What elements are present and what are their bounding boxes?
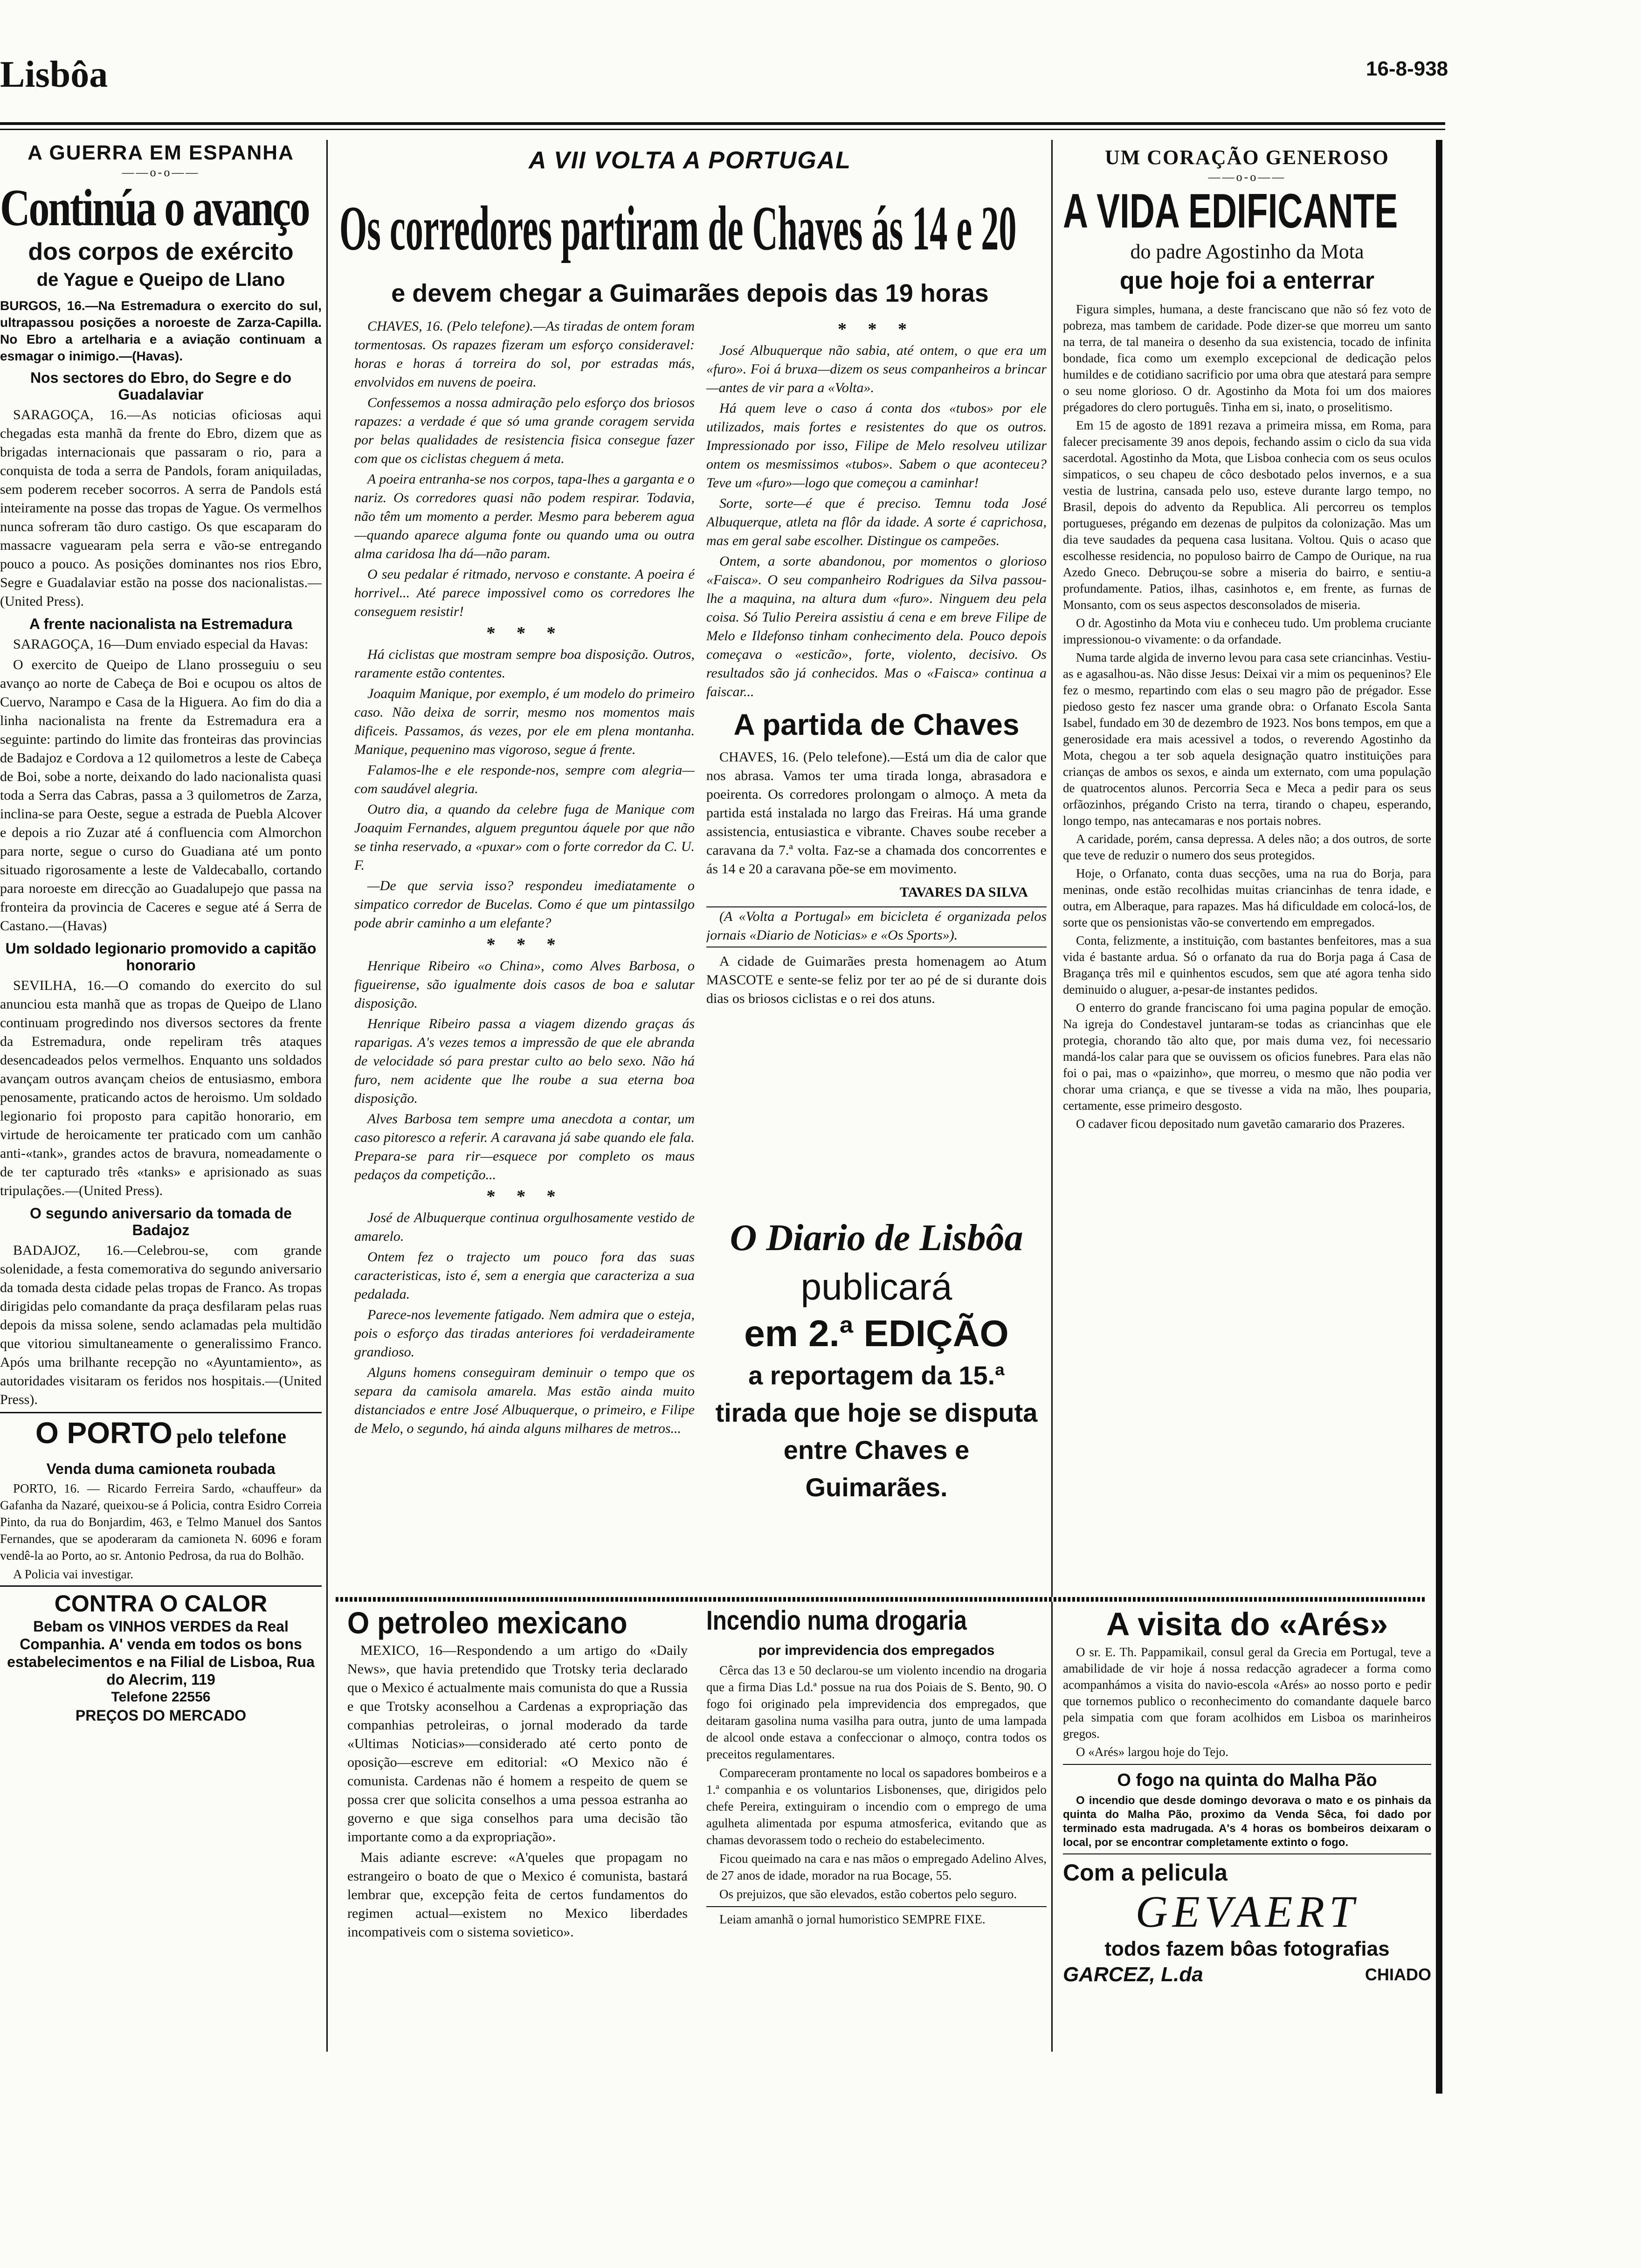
volta-paragraph: Alguns homens conseguiram deminuir o tempo que os separa da camisola amarela. Mas estão ainda muito distanciados e entre José Albuquerque, o primeiro, e Filipe de Melo, o segundo, há ainda alguns milhares de metros... <box>354 1365 695 1436</box>
agostinho-paragraph: Numa tarde algida de inverno levou para casa sete criancinhas. Vestiu-as e agasalhou-as. Não disse Jesus: Deixai vir a mim os pequeninos? Ele fez o mesmo, repartindo com elas o seu magro pão de prégador. Esse piedoso gesto fez nascer uma grande obra: o Orfanato Escola Santa Isabel, fundado em 30 de dezembro de 1923. Nos bons tempos, em que a generosidade era mais acessivel a todos, o reverendo Agostinho da Mota, chegou a ter sob aquela designação quatro instituições para crianças de ambos os sexos, e ainda um externato, com uma população de quatrocentos alunos. Percorria Seca e Meca a pedir para os seus orfãozinhos, prégando Cristo na terra, tirando o chapeu, esperando, longo tempo, nas antecamaras e nos portais nobres. <box>1063 650 1431 828</box>
gevaert-chiado: CHIADO <box>1365 1965 1431 1984</box>
volta-paragraph: Confessemos a nossa admiração pelo esforço dos briosos rapazes: a verdade é que só uma grande coragem servida por belas qualidades de resistencia fisica consegue fazer com que os ciclistas cheguem á meta. <box>354 395 695 466</box>
porto-paragraph: PORTO, 16. — Ricardo Ferreira Sardo, «chauffeur» da Gafanha da Nazaré, queixou-se á Policia, contra Esidro Correia Pinto, da rua do Bonjardim, 463, e Telmo Manuel dos Santos Fernandes, que se apoderaram da camioneta N. 6096 e foram vendê-la ao Porto, ao sr. Antonio Pedrosa, da rua do Bolhão. <box>0 1481 322 1563</box>
fogo-rule <box>1063 1764 1431 1765</box>
section-stars: * * * <box>486 935 563 954</box>
gevaert-line-3: todos fazem bôas fotografias <box>1104 1937 1390 1960</box>
agostinho-paragraph: O dr. Agostinho da Mota viu e conheceu tudo. Um problema cruciante impressionou-o vivamente: o da orfandade. <box>1063 616 1431 646</box>
agostinho-paragraph: A caridade, porém, cansa depressa. A deles não; a dos outros, de sorte que teve de reduzir o numero dos seus protegidos. <box>1063 832 1431 862</box>
volta-paragraph: O seu pedalar é ritmado, nervoso e constante. A poeira é horrivel... Até parece impossivel como os corredores lhe conseguem resistir! <box>354 567 695 619</box>
volta-paragraph: Há quem leve o caso á conta dos «tubos» por ele utilizados, mais fortes e resistentes do que os outros. Impressionado por isso, Filipe de Melo resolveu utilizar ontem os mesmissimos «tubos». Sabem o que aconteceu? Teve um «furo»—logo que começou a caminhar! <box>706 401 1047 491</box>
agostinho-subhead-2: que hoje foi a enterrar <box>1119 267 1375 294</box>
lower-section-rule <box>336 1597 1427 1602</box>
gevaert-logo: GEVAERT <box>1135 1887 1359 1936</box>
volta-paragraph: Ontem fez o trajecto um pouco fora das suas caracteristicas, isto é, sem a energia que caracteriza a sua pedalada. <box>354 1249 695 1302</box>
agostinho-paragraph: Em 15 de agosto de 1891 rezava a primeira missa, em Roma, para falecer precisamente 39 anos depois, fechando assim o ciclo da sua vida sacerdotal. Agostinho da Mota, que Lisboa conhecia com os seus oculos simpaticos, o seu chapeu de côco desbotado pelos invernos, e a sua vestia de lustrina, cansada pelo uso, esteve durante largo tempo, no Brasil, depois do advento da Republica. Ali percorreu os templos portugueses, prégando em dezenas de pulpitos da colonização. Mas um dia teve saudades da pequena casa lusitana. Voltou. Quis o acaso que escolhesse residencia, no populoso bairro de Campo de Ourique, na rua Azedo Gneco. Debruçou-se sobre a miseria do bairro, e sentiu-a profundamente. Patios, ilhas, casinhotos e, em frente, as furnas de Monsanto, com os seus aspectos desconsolados de miseria. <box>1063 418 1431 612</box>
ares-paragraph: O sr. E. Th. Pappamikail, consul geral da Grecia em Portugal, teve a amabilidade de vir hoje á nossa redacção agradecer a forma como acompanhámos a visita do navio-escola «Arés» ao nosso porto e pedir que tornemos publico o reconhecimento do comandante daquele barco pela simpatia com que foram acolhidos em Lisboa os marinheiros gregos. <box>1063 1645 1431 1741</box>
calor-ad-footer: PREÇOS DO MERCADO <box>75 1707 247 1724</box>
promo-masthead <box>706 1212 1047 1264</box>
porto-headline-tail: pelo telefone <box>176 1425 287 1448</box>
lower-right-column <box>1063 1604 1431 2094</box>
volta-paragraph: Alves Barbosa tem sempre uma anecdota a contar, um caso pitoresco a referir. A caravana já sabe quando ele fala. Prepara-se para rir—esquece por completo os maus pedaços da competição... <box>354 1111 695 1182</box>
gevaert-ad <box>1063 1858 1431 1988</box>
volta-paragraph: Joaquim Manique, por exemplo, é um modelo do primeiro caso. Não deixa de sorrir, mesmo nos momentos mais dificeis. Passamos, ás vezes, por ele em plena montanha. Manique, pequenino mas vigoroso, segue á frente. <box>354 686 695 757</box>
agostinho-headline: A VIDA EDIFICANTE <box>1063 184 1398 238</box>
volta-paragraph: Henrique Ribeiro «o China», como Alves Barbosa, o figueirense, são igualmente dois casos de boa e salutar disposição. <box>354 958 695 1011</box>
promo-paper-name: Diario de Lisbôa <box>766 1217 1023 1258</box>
note-rule <box>706 906 1047 907</box>
mascote-paragraph: A cidade de Guimarães presta homenagem ao Atum MASCOTE e sente-se feliz por ter ao pé de si durante dois dias os briosos ciclistas e o rei dos atuns. <box>706 954 1047 1006</box>
column-rule-1 <box>326 140 328 2052</box>
masthead-rule-top <box>0 122 1445 125</box>
incendio-paragraph: Os prejuizos, que são elevados, estão cobertos pelo seguro. <box>719 1887 1017 1901</box>
spain-war-subhead-2: de Yague e Queipo de Llano <box>36 270 285 290</box>
volta-headline: Os corredores partiram de Chaves ás 14 e 20 <box>339 194 1017 263</box>
organizers-note: (A «Volta a Portugal» em bicicleta é organizada pelos jornais «Diario de Noticias» e «Os Sports»). <box>706 909 1047 943</box>
volta-paragraph: Falamos-lhe e ele responde-nos, sempre com alegria—com saudável alegria. <box>354 762 695 796</box>
porto-paragraph-2: A Policia vai investigar. <box>13 1567 133 1581</box>
calor-ad-title: CONTRA O CALOR <box>54 1590 268 1617</box>
agostinho-paragraph: Hoje, o Orfanato, conta duas secções, uma na rua do Borja, para meninas, onde estão recolhidas muitas criancinhas de tenra idade, e outra, em Alberaque, para rapazes. Mas há dificuldade em colocá-los, de sorte que os pensionistas vão-se convertendo em empregados. <box>1063 866 1431 929</box>
volta-subhead: e devem chegar a Guimarães depois das 19 horas <box>391 279 989 307</box>
section-stars: * * * <box>486 1187 563 1206</box>
volta-paragraph: Sorte, sorte—é que é preciso. Temnu toda José Albuquerque, atleta na flôr da idade. A sorte é caprichosa, mas em geral sabe escolher. Distingue os campeões. <box>706 496 1047 548</box>
spain-war-subhead-1: dos corpos de exército <box>28 238 294 265</box>
porto-rule <box>0 1412 322 1413</box>
volta-paragraph: Ontem, a sorte abandonou, por momentos o glorioso «Faisca». O seu companheiro Rodrigues da Silva passou-lhe a maquina, na altura dum «furo». Ninguem deu pela coisa. Só Tulio Pereira assistiu á cena e em breve Filipe de Melo e Ildefonso tinham conhecimento dela. Pouco depois começava o «esticão», forte, violento, decisivo. Os resultados são já conhecidos. Mas o «Faisca» continua a faiscar... <box>706 553 1047 699</box>
volta-column-a <box>354 317 695 1590</box>
volta-paragraph: A poeira entranha-se nos corpos, tapa-lhes a garganta e o nariz. Os corredores quasi não podem respirar. Todavia, não têm um momento a perder. Mesmo para beberem agua—quando aparece alguma fonte ou quando uma ou outra alma caridosa lha dá—não param. <box>354 471 695 561</box>
calor-ad-body: Bebam os VINHOS VERDES da Real Companhia. A' venda em todos os bons estabelecimentos e na Filial de Lisboa, Rua do Alecrim, 119 <box>7 1618 315 1688</box>
petroleo-paragraph: Mais adiante escreve: «A'queles que propagam no estrangeiro o boato de que o Mexico é comunista, bastará lembrar que, excepção feita de certos fundamentos do regimen actual—existem no Mexico liberdades incompativeis com o sistema sovietico». <box>347 1850 688 1940</box>
ornament: ——o-o—— <box>1208 170 1286 184</box>
second-edition-promo <box>706 1212 1047 1595</box>
gevaert-rule <box>1063 1853 1431 1854</box>
porto-headline <box>0 1416 322 1456</box>
gevaert-line-1: Com a pelicula <box>1063 1860 1227 1886</box>
agostinho-paragraph: O enterro do grande franciscano foi uma pagina popular de emoção. Na igreja do Condestavel juntaram-se todas as criancinhas que ele protegia, chorando tão alto que, por mais duma vez, foi necessario mandá-los calar para que se ouvissem os oficios funebres. Para elas não foi o pai, mas o «paizinho», que morreu, o mesmo que não podia ver chorar uma criança, e que se tivesse a vida na mão, lhes pouparia, certamente, esse primeiro desgosto. <box>1063 1001 1431 1113</box>
volta-paragraph: Outro dia, a quando da celebre fuga de Manique com Joaquim Fernandes, alguem preguntou áquele por que não se tinha reservado, a «puxar» com o forte corredor da C. U. F. <box>354 802 695 873</box>
incendio-subhead: por imprevidencia dos empregados <box>758 1643 995 1658</box>
promo-o: O <box>730 1217 757 1258</box>
agostinho-subhead-1: do padre Agostinho da Mota <box>1130 240 1364 263</box>
incendio-article <box>706 1604 1047 2094</box>
fogo-paragraph: O incendio que desde domingo devorava o mato e os pinhais da quinta do Malha Pão, proximo da Venda Sêca, foi dado por terminado esta madrugada. A's 4 horas os bombeiros deixaram o local, por se encontrar completamente extinto o fogo. <box>1063 1794 1431 1849</box>
gevaert-garcez: GARCEZ, L.da <box>1063 1963 1203 1986</box>
badajoz-subhead: O segundo aniversario da tomada de Badajoz <box>30 1205 292 1238</box>
sempre-fixe-note: Leiam amanhã o jornal humoristico SEMPRE FIXE. <box>719 1912 986 1926</box>
fogo-headline: O fogo na quinta do Malha Pão <box>1117 1770 1377 1790</box>
incendio-paragraph: Cêrca das 13 e 50 declarou-se um violento incendio na drogaria que a firma Dias Ld.ª possue na rua dos Poiais de S. Bento, 90. O fogo foi originado pela imprevidencia dos empregados, que deitaram gasolina numa vasilha para outra, junto de uma lampada de alcool onde estava a confeccionar o almoço, contra todos os preceitos regulamentares. <box>706 1663 1047 1761</box>
petroleo-paragraph: MEXICO, 16—Respondendo a um artigo do «Daily News», que havia pretendido que Trotsky teria declarado que o Mexico é actualmente mais comunista do que a Russia e que Trotsky aconselhou a Cardenas a expropriação das companhias petroleiras, o jornal moderado da tarde «Ultimas Noticias»—considerado até certo ponto de oposição—escreve em editorial: «O Mexico não é comunista. Cardenas não é homem a respeito de quem se possa crer que solicita conselhos a uma pessoa estranha ao governo e que siga conselhos para uma decisão tão importante como a da expropriação». <box>347 1643 688 1845</box>
spain-war-column <box>0 140 322 2084</box>
agostinho-kicker: UM CORAÇÃO GENEROSO <box>1104 146 1390 169</box>
masthead-title: Lisbôa <box>0 54 108 95</box>
promo-line-1: publicará <box>800 1266 952 1307</box>
petroleo-article <box>347 1604 688 2094</box>
ad-rule <box>0 1585 322 1587</box>
gevaert-footer <box>1063 1962 1431 1988</box>
saragoca-dispatch-intro: SARAGOÇA, 16—Dum enviado especial da Havas: <box>13 636 309 652</box>
spain-war-headline: Continúa o avanço <box>0 179 309 237</box>
ornament: ——o-o—— <box>122 166 200 179</box>
ares-paragraph: O «Arés» largou hoje do Tejo. <box>1076 1745 1229 1759</box>
agostinho-paragraph: Figura simples, humana, a deste franciscano que não só fez voto de pobreza, mas tambem de caridade. Pode dizer-se que morreu um santo na terra, de tal maneira o desenho da sua existencia, tocado de infinita bondade, fica como um exemplo excepcional de dedicação pelos humildes e de cotidiano sacrificio por uma obra que atestará para sempre o seu nome glorioso. O dr. Agostinho da Mota foi um dos maiores prégadores do clero português. Tinha em si, inato, o proselitismo. <box>1063 302 1431 414</box>
incendio-rule <box>706 1906 1047 1907</box>
badajoz-paragraph: BADAJOZ, 16.—Celebrou-se, com grande solenidade, a festa comemorativa do segundo aniversario da tomada desta cidade pelas tropas de Franco. As tropas dirigidas pelo comandante da praça desfilaram pelas ruas depois da missa solene, sendo aclamadas pela multidão que vitoriou simultaneamente o generalissimo Franco. Após uma brilhante recepção no «Ayuntamiento», as autoridades visitaram os feridos nos hospitais.—(United Press). <box>0 1243 322 1407</box>
incendio-headline: Incendio numa drogaria <box>706 1605 967 1636</box>
page-right-rule <box>1436 140 1442 2094</box>
incendio-paragraph: Compareceram prontamente no local os sapadores bombeiros e a 1.ª companhia e os voluntarios Lisbonenses, que, dirigidos pelo chefe Pereira, extinguiram o incendio com o emprego de uma agulheta alimentada por espuma atmosferica, evitando que as chamas devorassem todo o recheio do estabelecimento. <box>706 1766 1047 1847</box>
ares-headline: A visita do «Arés» <box>1106 1606 1388 1642</box>
volta-paragraph: Parece-nos levemente fatigado. Nem admira que o esteja, pois o esforço das tiradas anteriores foi verdadeiramente grandioso. <box>354 1307 695 1360</box>
calor-ad-phone: Telefone 22556 <box>111 1689 211 1705</box>
volta-kicker: A VII VOLTA A PORTUGAL <box>528 147 852 174</box>
porto-headline-main: O PORTO <box>35 1416 172 1450</box>
partida-headline: A partida de Chaves <box>733 708 1020 741</box>
volta-paragraph: José Albuquerque não sabia, até ontem, o que era um «furo». Foi á bruxa—dizem os seus companheiros a brincar—antes de vir para a «Volta». <box>706 343 1047 395</box>
agostinho-paragraph: O cadaver ficou depositado num gavetão camarario dos Prazeres. <box>1076 1117 1405 1131</box>
promo-line-3: a reportagem da 15.ª tirada que hoje se disputa entre Chaves e Guimarães. <box>715 1361 1038 1502</box>
spain-war-kicker: A GUERRA EM ESPANHA <box>28 141 294 164</box>
porto-subhead: Venda duma camioneta roubada <box>46 1460 276 1477</box>
masthead-rule-bottom <box>0 129 1445 130</box>
agostinho-paragraph: Conta, felizmente, a instituição, com bastantes benfeitores, mas a sua vida é bastante ardua. Só o orfanato da rua do Borja paga á Casa de Bragança três mil e quinhentos escudos, sem que até agora tenha sido deminuido o aluguer, a-pesar-de instantes pedidos. <box>1063 933 1431 996</box>
column-rule-2 <box>1051 140 1053 2052</box>
saragoca-paragraph: SARAGOÇA, 16.—As noticias oficiosas aqui chegadas esta manhã da frente do Ebro, dizem que as brigadas internacionais que passaram o rio, para a conquista de toda a serra de Pandols, foram aniquiladas, sem poderem receber socorros. A serra de Pandols está inteiramente na posse das tropas de Yague. Os vermelhos nunca sofreram tão duro castigo. Os que escaparam do massacre vaguearam pela serra e vão-se entregando pouco a pouco. As posições dominantes nos rios Ebro, Segre e Guadalaviar estão na posse dos nacionalistas.—(United Press). <box>0 407 322 609</box>
agostinho-column <box>1063 145 1431 1595</box>
promo-line-2: em 2.ª EDIÇÃO <box>744 1313 1009 1354</box>
section-stars: * * * <box>486 623 563 643</box>
volta-paragraph: Há ciclistas que mostram sempre boa disposição. Outros, raramente estão contentes. <box>354 647 695 681</box>
burgos-lead: BURGOS, 16.—Na Estremadura o exercito do sul, ultrapassou posições a noroeste de Zarza-Capilla. No Ebro a artelharia e a aviação continuam a esmagar o inimigo.—(Havas). <box>0 298 322 363</box>
incendio-paragraph: Ficou queimado na cara e nas mãos o empregado Adelino Alves, de 27 anos de idade, morador na rua Bocage, 55. <box>706 1852 1047 1882</box>
byline: TAVARES DA SILVA <box>899 885 1028 900</box>
volta-paragraph: José de Albuquerque continua orgulhosamente vestido de amarelo. <box>354 1210 695 1244</box>
petroleo-headline: O petroleo mexicano <box>347 1605 627 1640</box>
section-stars: * * * <box>838 319 915 339</box>
volta-paragraph: CHAVES, 16. (Pelo telefone).—As tiradas de ontem foram tormentosas. Os rapazes fizeram um esforço consideravel: horas e horas á torreira do sol, por estradas más, envolvidos em nuvens de poeira. <box>354 318 695 390</box>
ebro-subhead: Nos sectores do Ebro, do Segre e do Guadalaviar <box>30 369 292 403</box>
volta-paragraph: Henrique Ribeiro passa a viagem dizendo graças ás raparigas. A's vezes temos a impressão de que ele abranda de velocidade só para prestar culto ao belo sexo. Não há furo, nem acidente que lhe roube a sua eterna boa disposição. <box>354 1016 695 1106</box>
volta-column-b <box>706 317 1047 1203</box>
estremadura-subhead: A frente nacionalista na Estremadura <box>29 615 293 632</box>
sevilha-paragraph: SEVILHA, 16.—O comando do exercito do sul anunciou esta manhã que as tropas de Queipo de Llano continuam progredindo nos diversos sectores da frente da Estremadura, onde repeliram três ataques desencadeados pelos vermelhos. Enquanto uns soldados avançam outros avançam cheios de entusiasmo, embora penosamente, praticando actos de heroismo. Um soldado legionario foi proposto para capitão honorario, em virtude de heroicamente ter praticado com um canhão anti-«tank», grandes actos de bravura, nomeadamente o de ter capturado três «tanks» e aprisionado as suas tripulações.—(United Press). <box>0 978 322 1198</box>
volta-paragraph: —De que servia isso? respondeu imediatamente o simpatico corredor de Bucelas. Como é que um pintassilgo pode abrir caminho a um elefante? <box>354 878 695 931</box>
masthead-date: 16-8-938 <box>1366 57 1448 80</box>
legionary-subhead: Um soldado legionario promovido a capitão honorario <box>5 940 317 974</box>
queipo-advance-paragraph: O exercito de Queipo de Llano prosseguiu o seu avanço ao norte de Cabeça de Boi e ocupou os altos de Cuervo, Narampo e Casa de la Higuera. Ao fim do dia a linha nacionalista na frente da Estremadura era a seguinte: partindo do limite das fronteiras das provincias de Badajoz e Cordova a 12 quilometros a leste de Cabeça de Boi, sobe a norte, deixando do lado nacionalista quasi toda a Serra das Cabras, passa a 3 quilometros de Zarza, inclina-se para Oeste, segue a estrada de Puebla Alcover e depois a rio Zuzar até á confluencia com Almorchon para norte, segue o curso do Guadiana até um ponto situado rigorosamente a leste de Valdecaballo, cortando para noroeste em direcção ao Guadalupejo que passa na fronteira da provincia de Caceres e segue até á Serra de Castano.—(Havas) <box>0 657 322 933</box>
partida-paragraph: CHAVES, 16. (Pelo telefone).—Está um dia de calor que nos abrasa. Vamos ter uma tirada longa, abrasadora e poeirenta. Os corredores prolongam o almoço. A meta da partida está instalada no largo das Freiras. Há uma grande assistencia, entusiastica e vibrante. Chaves soube receber a caravana da 7.ª volta. Faz-se a chamada dos concorrentes e ás 14 e 20 a caravana põe-se em movimento. <box>706 749 1047 877</box>
